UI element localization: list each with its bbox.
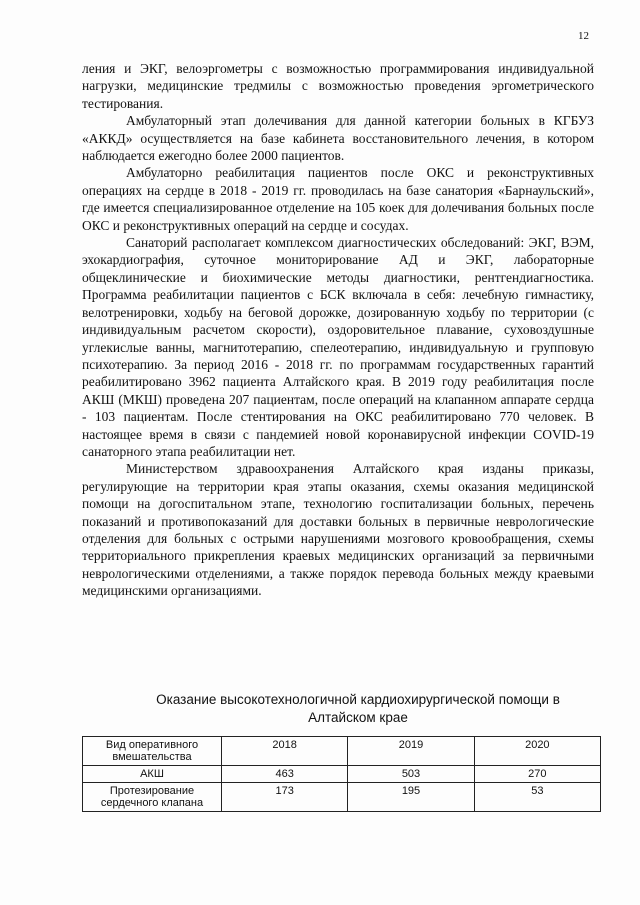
- table-header-cell: 2020: [474, 737, 600, 766]
- table-cell: 53: [474, 783, 600, 812]
- table-title-line: Оказание высокотехнологичной кардиохирургической помощи в: [156, 692, 560, 707]
- paragraph: ления и ЭКГ, велоэргометры с возможностью программирования индивидуальной нагрузки, медицинские тредмилы с возможностью проведения эргометрического тестирования.: [82, 61, 594, 111]
- table-title-line: Алтайском крае: [308, 710, 408, 725]
- table-cell: Протезирование сердечного клапана: [83, 783, 222, 812]
- paragraph: Амбулаторно реабилитация пациентов после ОКС и реконструктивных операциях на сердце в 2018 - 2019 гг. проводилась на базе санатория «Барнаульский», где имеется специализированное отделение на 105 коек для долечивания больных после ОКС и реконструктивных операций на сердце и сосудах.: [82, 165, 594, 233]
- page-number: 12: [578, 30, 589, 42]
- table-header-row: [83, 737, 601, 766]
- table-header-cell: Вид оперативного вмешательства: [83, 737, 222, 766]
- paragraph: Министерством здравоохранения Алтайского края изданы приказы, регулирующие на территории края этапы оказания, схемы оказания медицинской помощи на догоспитальном этапе, технологию госпитализации больных, перечень показаний и противопоказаний для доставки больных в первичные неврологические отделения для больных с острыми нарушениями мозгового кровообращения, схемы территориального прикрепления краевых медицинских организаций за первичными неврологическими отделениями, а также порядок перевода больных между краевыми медицинскими организациями.: [82, 461, 594, 599]
- table-title: [82, 691, 634, 727]
- table-cell: АКШ: [83, 766, 222, 783]
- paragraph: Санаторий располагает комплексом диагностических обследований: ЭКГ, ВЭМ, эхокардиография, суточное мониторирование АД и ЭКГ, лабораторные общеклинические и биохимические методы диагностики, рентгендиагностика. Программа реабилитации пациентов с БСК включала в себя: лечебную гимнастику, велотренировки, ходьбу на беговой дорожке, дозированную ходьбу по территории (с индивидуальным расчетом скорости), оздоровительное плавание, суховоздушные углекислые ванны, магнитотерапию, спелеотерапию, индивидуальную и групповую психотерапию. За период 2016 - 2018 гг. по программам государственных гарантий реабилитировано 3962 пациента Алтайского края. В 2019 году реабилитация после АКШ (МКШ) проведена 207 пациентам, после операций на клапанном аппарате сердца - 103 пациентам. После стентирования на ОКС реабилитировано 770 человек. В настоящее время в связи с пандемией новой коронавирусной инфекции COVID-19 санаторного этапа реабилитации нет.: [82, 235, 594, 459]
- table-row: [83, 766, 601, 783]
- paragraph: Амбулаторный этап долечивания для данной категории больных в КГБУЗ «АККД» осуществляется на базе кабинета восстановительного лечения, в котором наблюдается ежегодно более 2000 пациентов.: [82, 113, 594, 164]
- table-header-cell: 2019: [348, 737, 474, 766]
- table-cell: 270: [474, 766, 600, 783]
- table-cell: 503: [348, 766, 474, 783]
- table-header-cell: 2018: [222, 737, 348, 766]
- table-cell: 195: [348, 783, 474, 812]
- body-text: [82, 60, 594, 600]
- data-table: [82, 736, 601, 812]
- table-cell: 173: [222, 783, 348, 812]
- table-row: [83, 783, 601, 812]
- table-cell: 463: [222, 766, 348, 783]
